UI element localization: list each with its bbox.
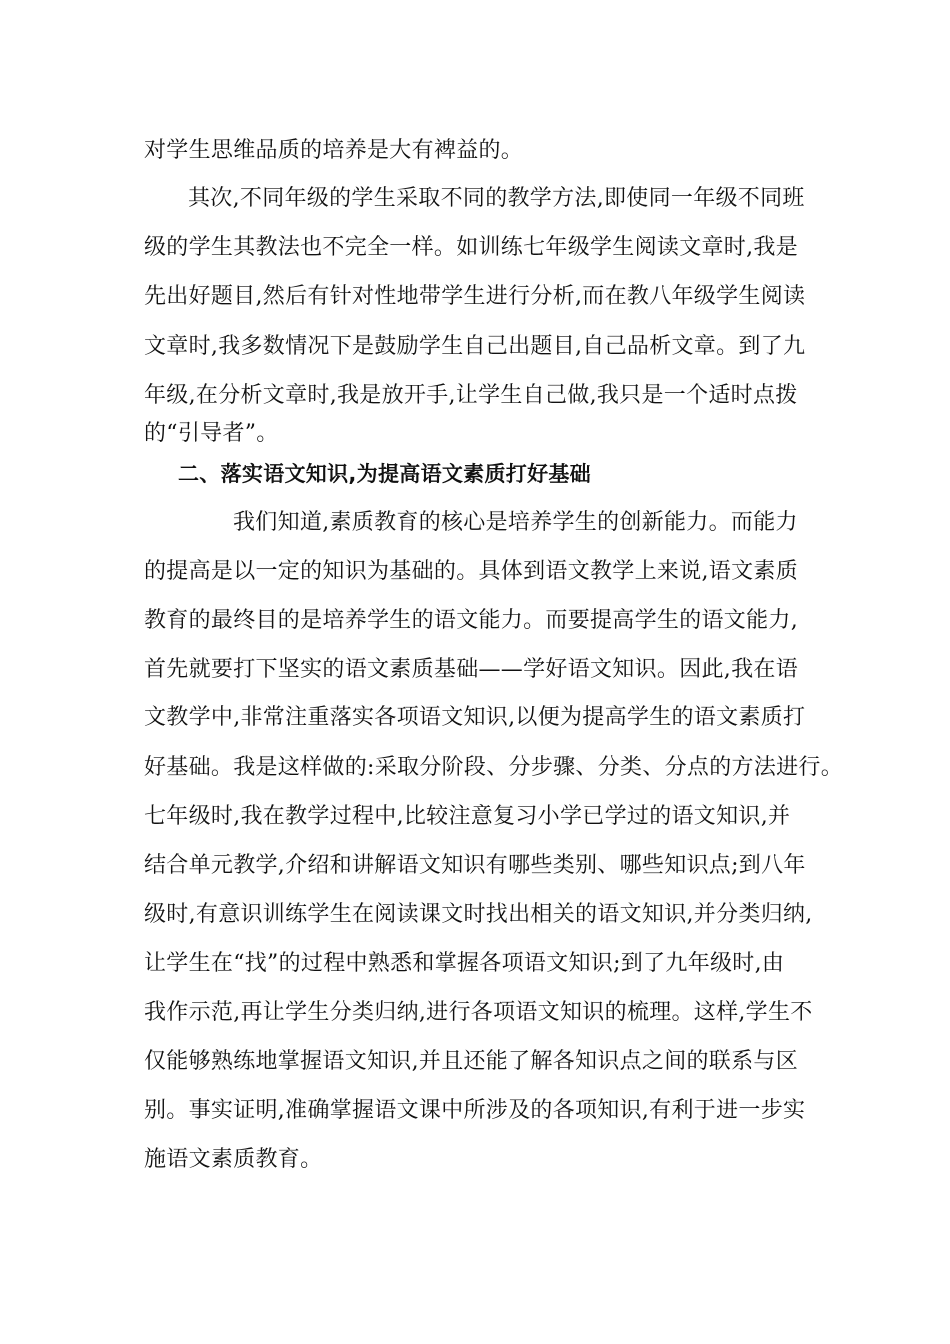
- text-line: 对学生思维品质的培养是大有裨益的。: [144, 138, 524, 163]
- text-line: 好基础。我是这样做的:采取分阶段、分步骤、分类、分点的方法进行。: [144, 755, 844, 780]
- paragraph-start-line: 其次,不同年级的学生采取不同的教学方法,即使同一年级不同班: [188, 186, 805, 211]
- text-line: 别。事实证明,准确掌握语文课中所涉及的各项知识,有利于进一步实: [144, 1098, 806, 1123]
- text-line: 结合单元教学,介绍和讲解语文知识有哪些类别、哪些知识点;到八年: [144, 853, 806, 878]
- text-line: 首先就要打下坚实的语文素质基础——学好语文知识。因此,我在语: [144, 657, 798, 682]
- text-line: 施语文素质教育。: [144, 1147, 323, 1172]
- text-line: 让学生在“找”的过程中熟悉和掌握各项语文知识;到了九年级时,由: [144, 951, 785, 976]
- section-heading: 二、落实语文知识,为提高语文素质打好基础: [178, 462, 591, 486]
- text-line: 年级,在分析文章时,我是放开手,让学生自己做,我只是一个适时点拨: [144, 383, 798, 408]
- text-line: 文教学中,非常注重落实各项语文知识,以便为提高学生的语文素质打: [144, 705, 806, 730]
- text-line: 的“引导者”。: [144, 421, 279, 446]
- text-line: 文章时,我多数情况下是鼓励学生自己出题目,自己品析文章。到了九: [144, 334, 806, 359]
- text-line: 我作示范,再让学生分类归纳,进行各项语文知识的梳理。这样,学生不: [144, 1000, 813, 1025]
- text-line: 的提高是以一定的知识为基础的。具体到语文教学上来说,语文素质: [144, 559, 798, 584]
- text-line: 级的学生其教法也不完全一样。如训练七年级学生阅读文章时,我是: [144, 235, 798, 260]
- text-line: 先出好题目,然后有针对性地带学生进行分析,而在教八年级学生阅读: [144, 284, 806, 309]
- text-line: 仅能够熟练地掌握语文知识,并且还能了解各知识点之间的联系与区: [144, 1049, 798, 1074]
- text-line: 级时,有意识训练学生在阅读课文时找出相关的语文知识,并分类归纳,: [144, 902, 813, 927]
- paragraph-start-line: 我们知道,素质教育的核心是培养学生的创新能力。而能力: [233, 510, 798, 535]
- text-line: 七年级时,我在教学过程中,比较注意复习小学已学过的语文知识,并: [144, 804, 791, 829]
- text-line: 教育的最终目的是培养学生的语文能力。而要提高学生的语文能力,: [144, 608, 798, 633]
